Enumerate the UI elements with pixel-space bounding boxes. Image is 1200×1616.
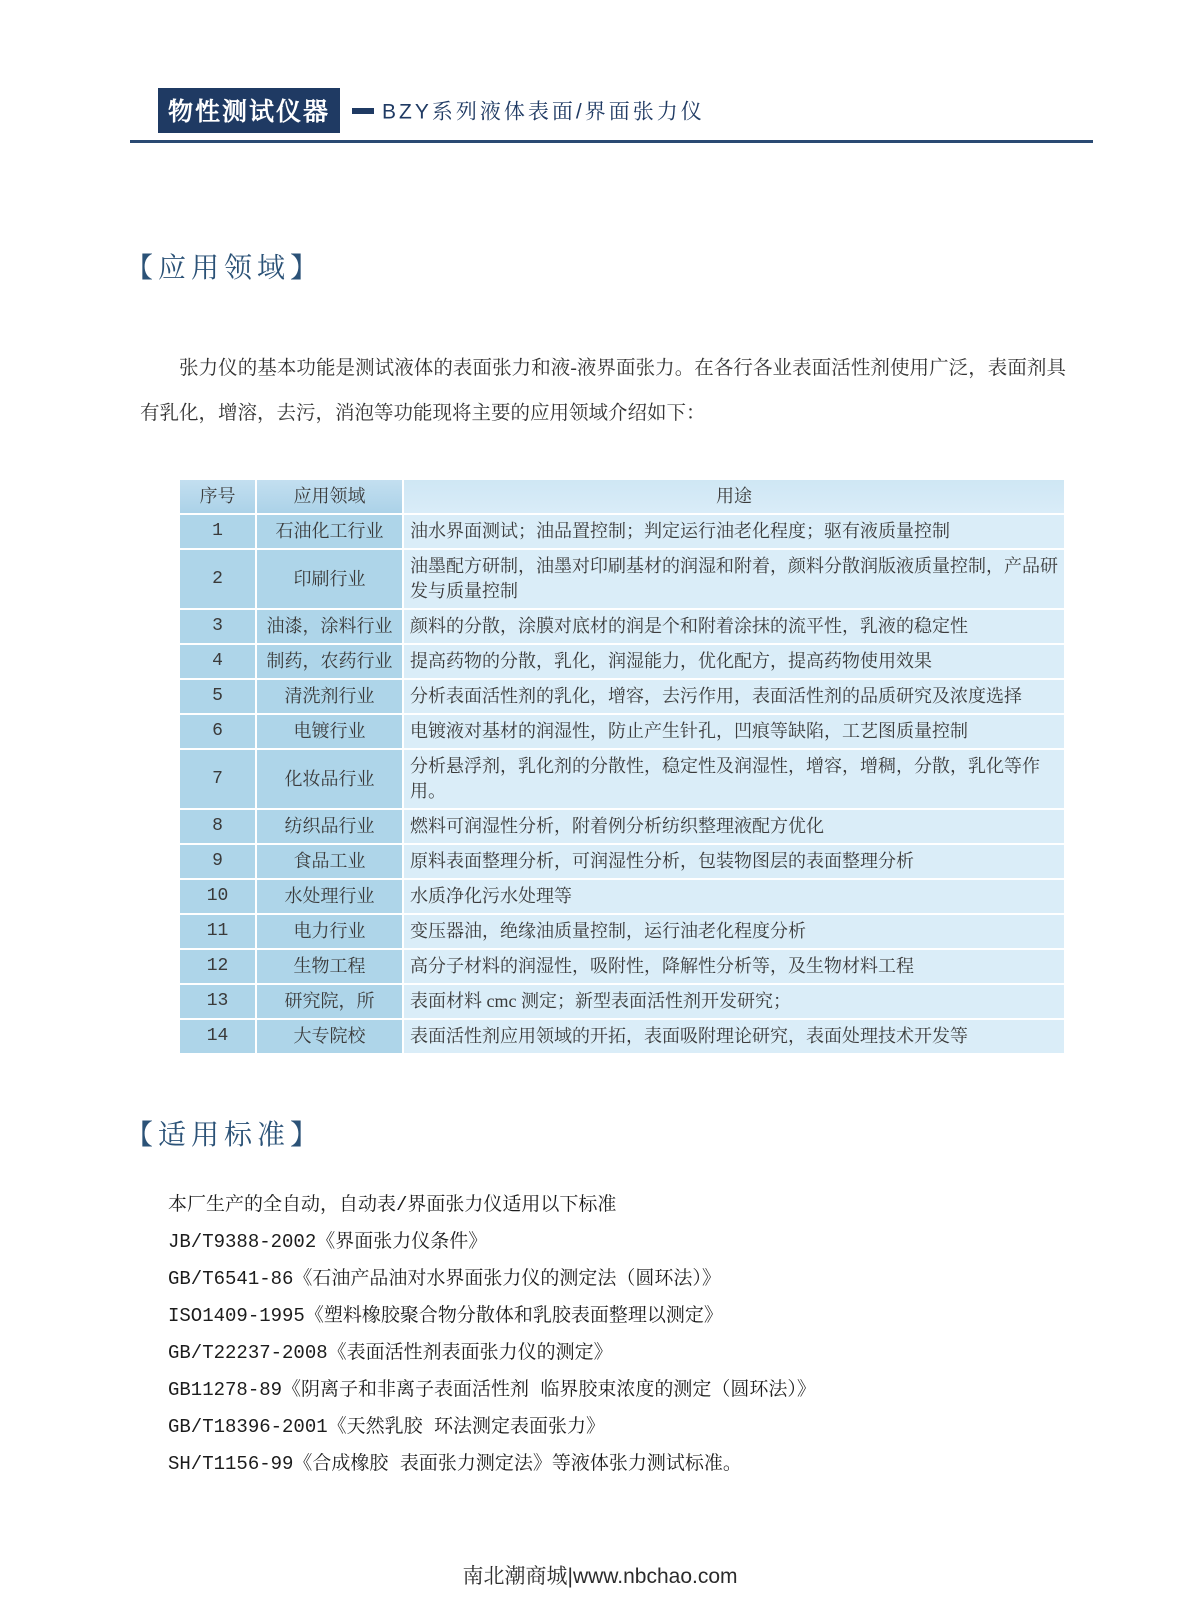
cell-field: 电力行业	[256, 914, 403, 949]
cell-use: 电镀液对基材的润湿性，防止产生针孔，凹痕等缺陷，工艺图质量控制	[403, 714, 1065, 749]
column-header-field: 应用领域	[256, 479, 403, 514]
cell-use: 分析表面活性剂的乳化，增容，去污作用，表面活性剂的品质研究及浓度选择	[403, 679, 1065, 714]
table-row	[179, 914, 1065, 949]
intro-paragraph: 张力仪的基本功能是测试液体的表面张力和液-液界面张力。在各行各业表面活性剂使用广泛，表面剂具有乳化，增溶，去污，消泡等功能现将主要的应用领域介绍如下：	[140, 358, 1066, 424]
cell-use: 原料表面整理分析，可润湿性分析，包装物图层的表面整理分析	[403, 844, 1065, 879]
cell-use: 变压器油，绝缘油质量控制，运行油老化程度分析	[403, 914, 1065, 949]
cell-use: 表面活性剂应用领域的开拓，表面吸附理论研究，表面处理技术开发等	[403, 1019, 1065, 1054]
cell-field: 食品工业	[256, 844, 403, 879]
cell-use: 高分子材料的润湿性，吸附性，降解性分析等，及生物材料工程	[403, 949, 1065, 984]
standard-line: GB/T22237-2008《表面活性剂表面张力仪的测定》	[168, 1342, 613, 1364]
cell-no: 2	[179, 549, 256, 609]
cell-use: 水质净化污水处理等	[403, 879, 1065, 914]
table-row	[179, 514, 1065, 549]
cell-field: 油漆，涂料行业	[256, 609, 403, 644]
cell-no: 10	[179, 879, 256, 914]
footer-text: 南北潮商城|www.nbchao.com	[462, 1565, 738, 1588]
table-row	[179, 879, 1065, 914]
cell-no: 14	[179, 1019, 256, 1054]
table-row	[179, 549, 1065, 609]
cell-no: 13	[179, 984, 256, 1019]
table-row	[179, 984, 1065, 1019]
cell-field: 清洗剂行业	[256, 679, 403, 714]
cell-field: 电镀行业	[256, 714, 403, 749]
cell-no: 4	[179, 644, 256, 679]
table-row	[179, 644, 1065, 679]
table-row	[179, 844, 1065, 879]
standards-list	[168, 1187, 1068, 1483]
cell-field: 水处理行业	[256, 879, 403, 914]
cell-field: 石油化工行业	[256, 514, 403, 549]
cell-field: 纺织品行业	[256, 809, 403, 844]
cell-field: 生物工程	[256, 949, 403, 984]
cell-use: 分析悬浮剂，乳化剂的分散性，稳定性及润湿性，增容，增稠，分散，乳化等作用。	[403, 749, 1065, 809]
cell-field: 制药，农药行业	[256, 644, 403, 679]
brand-badge: 物性测试仪器	[158, 88, 340, 133]
cell-no: 9	[179, 844, 256, 879]
cell-field: 大专院校	[256, 1019, 403, 1054]
table-header-row	[179, 479, 1065, 514]
page-header	[130, 88, 1093, 143]
dash-icon	[352, 108, 374, 114]
section-title-applications: 【应用领域】	[125, 252, 324, 283]
table-row	[179, 809, 1065, 844]
standard-line: ISO1409-1995《塑料橡胶聚合物分散体和乳胶表面整理以测定》	[168, 1305, 723, 1327]
cell-use: 提高药物的分散，乳化，润湿能力，优化配方，提高药物使用效果	[403, 644, 1065, 679]
cell-use: 油墨配方研制，油墨对印刷基材的润湿和附着，颜料分散润版液质量控制，产品研发与质量控制	[403, 549, 1065, 609]
cell-field: 化妆品行业	[256, 749, 403, 809]
table-row	[179, 949, 1065, 984]
cell-use: 表面材料 cmc 测定；新型表面活性剂开发研究；	[403, 984, 1065, 1019]
cell-no: 6	[179, 714, 256, 749]
table-row	[179, 714, 1065, 749]
cell-no: 8	[179, 809, 256, 844]
cell-no: 7	[179, 749, 256, 809]
cell-no: 12	[179, 949, 256, 984]
column-header-no: 序号	[179, 479, 256, 514]
column-header-use: 用途	[403, 479, 1065, 514]
table-row	[179, 1019, 1065, 1054]
standard-line: SH/T1156-99《合成橡胶 表面张力测定法》等液体张力测试标准。	[168, 1453, 742, 1475]
table-row	[179, 609, 1065, 644]
cell-use: 颜料的分散，涂膜对底材的润是个和附着涂抹的流平性，乳液的稳定性	[403, 609, 1065, 644]
cell-no: 1	[179, 514, 256, 549]
cell-field: 印刷行业	[256, 549, 403, 609]
section-title-standards: 【适用标准】	[125, 1119, 324, 1150]
cell-use: 油水界面测试；油品置控制；判定运行油老化程度；驱有液质量控制	[403, 514, 1065, 549]
standard-line: JB/T9388-2002《界面张力仪条件》	[168, 1231, 488, 1253]
cell-use: 燃料可润湿性分析，附着例分析纺织整理液配方优化	[403, 809, 1065, 844]
header-subtitle: BZY系列液体表面/界面张力仪	[382, 100, 705, 124]
standard-line: GB/T6541-86《石油产品油对水界面张力仪的测定法（圆环法）》	[168, 1268, 721, 1290]
cell-field: 研究院，所	[256, 984, 403, 1019]
standard-line: GB/T18396-2001《天然乳胶 环法测定表面张力》	[168, 1416, 606, 1438]
table-row	[179, 749, 1065, 809]
cell-no: 5	[179, 679, 256, 714]
cell-no: 3	[179, 609, 256, 644]
applications-table	[178, 478, 1066, 1055]
standard-line: 本厂生产的全自动，自动表/界面张力仪适用以下标准	[168, 1194, 617, 1216]
table-row	[179, 679, 1065, 714]
cell-no: 11	[179, 914, 256, 949]
applications-table-body	[179, 514, 1065, 1054]
standard-line: GB11278-89《阴离子和非离子表面活性剂 临界胶束浓度的测定（圆环法）》	[168, 1379, 816, 1401]
